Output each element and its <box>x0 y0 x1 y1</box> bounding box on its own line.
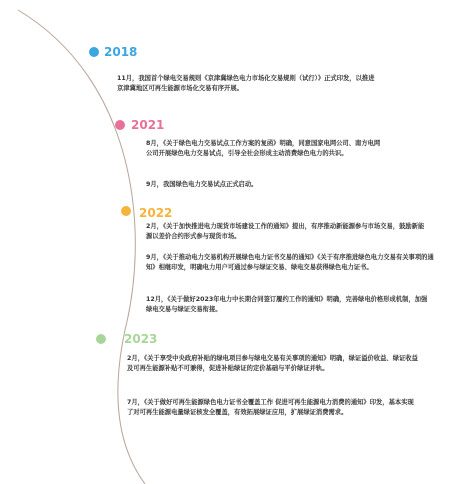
event-2023-07: 7月，《关于做好可再生能源绿色电力证书全覆盖工作 促进可再生能源电力消费的通知》印发，基本实现了对可再生能源电量绿证核发全覆盖，有效拓展绿证应用，扩展绿证消费需求。 <box>127 399 414 416</box>
event-2022-02: 2月，《关于加快推进电力现货市场建设工作的通知》提出，有序推动新能源参与市场交易，鼓励新能源以差价合约形式参与现货市场。 <box>146 223 425 240</box>
event-2021-09: 9月，我国绿色电力交易试点正式启动。 <box>146 181 258 188</box>
year-label-2021: 2021 <box>131 118 165 132</box>
year-marker-2023 <box>96 334 106 344</box>
event-2021-08: 8月，《关于绿色电力交易试点工作方案的复函》明确，同意国家电网公司、南方电网公司开展绿色电力交易试点，引导全社会形成主动消费绿色电力的共识。 <box>146 140 381 157</box>
event-2023-02: 2月，《关于享受中央政府补贴的绿电项目参与绿电交易有关事项的通知》明确，绿证溢价收益、绿证收益及可再生能源补贴不可兼得，促进补贴绿证的定价基础与平价绿证并轨。 <box>127 355 418 372</box>
year-label-2022: 2022 <box>139 206 173 220</box>
year-marker-2022 <box>121 206 131 216</box>
event-2018-11: 11月，我国首个绿电交易规则《京津冀绿色电力市场化交易规则（试行）》正式印发，以推进京津冀地区可再生能源市场化交易有序开展。 <box>117 75 375 92</box>
year-marker-2018 <box>89 47 99 57</box>
event-2022-09: 9月，《关于推动电力交易机构开展绿色电力证书交易的通知》《关于有序推进绿色电力交易有关事项的通知》相继印发，明确电力用户可通过参与绿证交易、绿电交易获得绿色电力证书。 <box>146 254 434 271</box>
year-label-2023: 2023 <box>124 332 158 346</box>
event-2022-12: 12月，《关于做好2023年电力中长期合同签订履约工作的通知》明确，完善绿电价格形成机制，加强绿电交易与绿证交易衔接。 <box>146 296 428 313</box>
year-marker-2021 <box>115 120 125 130</box>
year-label-2018: 2018 <box>104 45 138 59</box>
